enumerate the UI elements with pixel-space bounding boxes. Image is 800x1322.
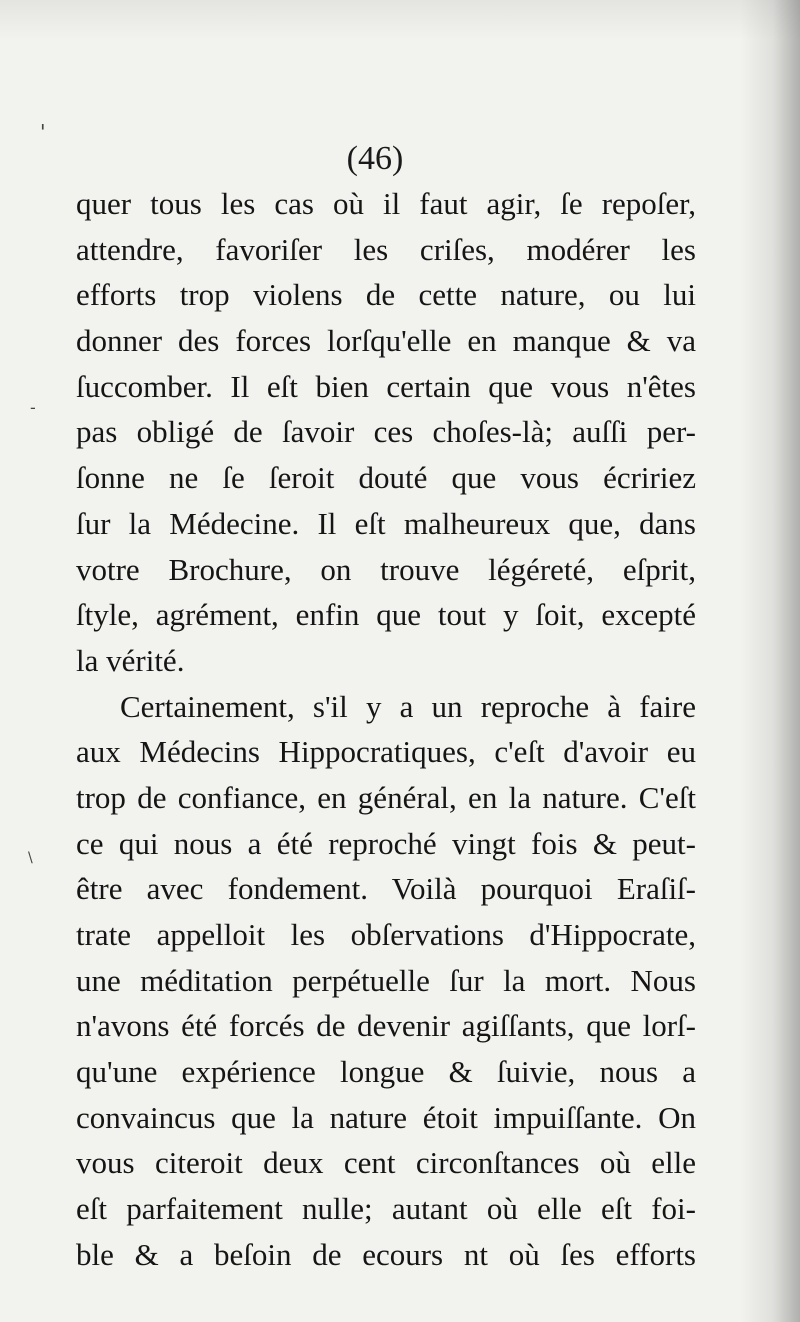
margin-dash-mark: -	[30, 398, 36, 417]
text-line: trop de confiance, en général, en la nature. C'eſt	[76, 779, 696, 815]
text-line: ſur la Médecine. Il eſt malheureux que, dans	[76, 505, 696, 541]
text-line: être avec fondement. Voilà pourquoi Eraſiſ-	[76, 871, 696, 907]
text-line: vous citeroit deux cent circonſtances où elle	[76, 1145, 696, 1181]
text-line: la vérité.	[76, 642, 185, 678]
text-line: ſuccomber. Il eſt bien certain que vous n'êtes	[76, 368, 696, 404]
text-line: pas obligé de ſavoir ces choſes-là; auſſi per-	[76, 414, 696, 450]
text-line: trate appelloit les obſervations d'Hippocrate,	[76, 917, 696, 952]
text-line: convaincus que la nature étoit impuiſſante. On	[76, 1099, 696, 1135]
text-line: qu'une expérience longue & ſuivie, nous a	[76, 1054, 696, 1090]
text-line: donner des forces lorſqu'elle en manque & va	[76, 323, 696, 359]
text-line: eſt parfaitement nulle; autant où elle eſt foi-	[76, 1191, 696, 1227]
text-line: quer tous les cas où il faut agir, ſe repoſer,	[76, 186, 696, 221]
text-line: n'avons été forcés de devenir agiſſants, que lorſ-	[76, 1008, 696, 1044]
text-line: ce qui nous a été reproché vingt fois & peut-	[76, 825, 696, 861]
text-line: Certainement, s'il y a un reproche à faire	[120, 688, 696, 724]
margin-tick-mark: '	[40, 120, 46, 144]
text-line: efforts trop violens de cette nature, ou lui	[76, 277, 696, 313]
right-edge-shading	[740, 0, 800, 1322]
margin-dash-mark: \	[28, 850, 33, 866]
text-line: ſtyle, agrément, enfin que tout y ſoit, excepté	[76, 597, 696, 633]
top-edge-shading	[0, 0, 800, 40]
text-line: ſonne ne ſe ſeroit douté que vous écririez	[76, 460, 696, 496]
text-line: aux Médecins Hippocratiques, c'eſt d'avoir eu	[76, 734, 696, 770]
text-line: attendre, favoriſer les criſes, modérer les	[76, 231, 696, 267]
text-line: votre Brochure, on trouve légéreté, eſprit,	[76, 551, 696, 587]
page-number: (46)	[346, 140, 404, 177]
text-line: ble & a beſoin de ecours nt où ſes efforts	[76, 1236, 696, 1272]
text-line: une méditation perpétuelle ſur la mort. Nous	[76, 962, 696, 998]
body-text	[76, 181, 696, 1278]
